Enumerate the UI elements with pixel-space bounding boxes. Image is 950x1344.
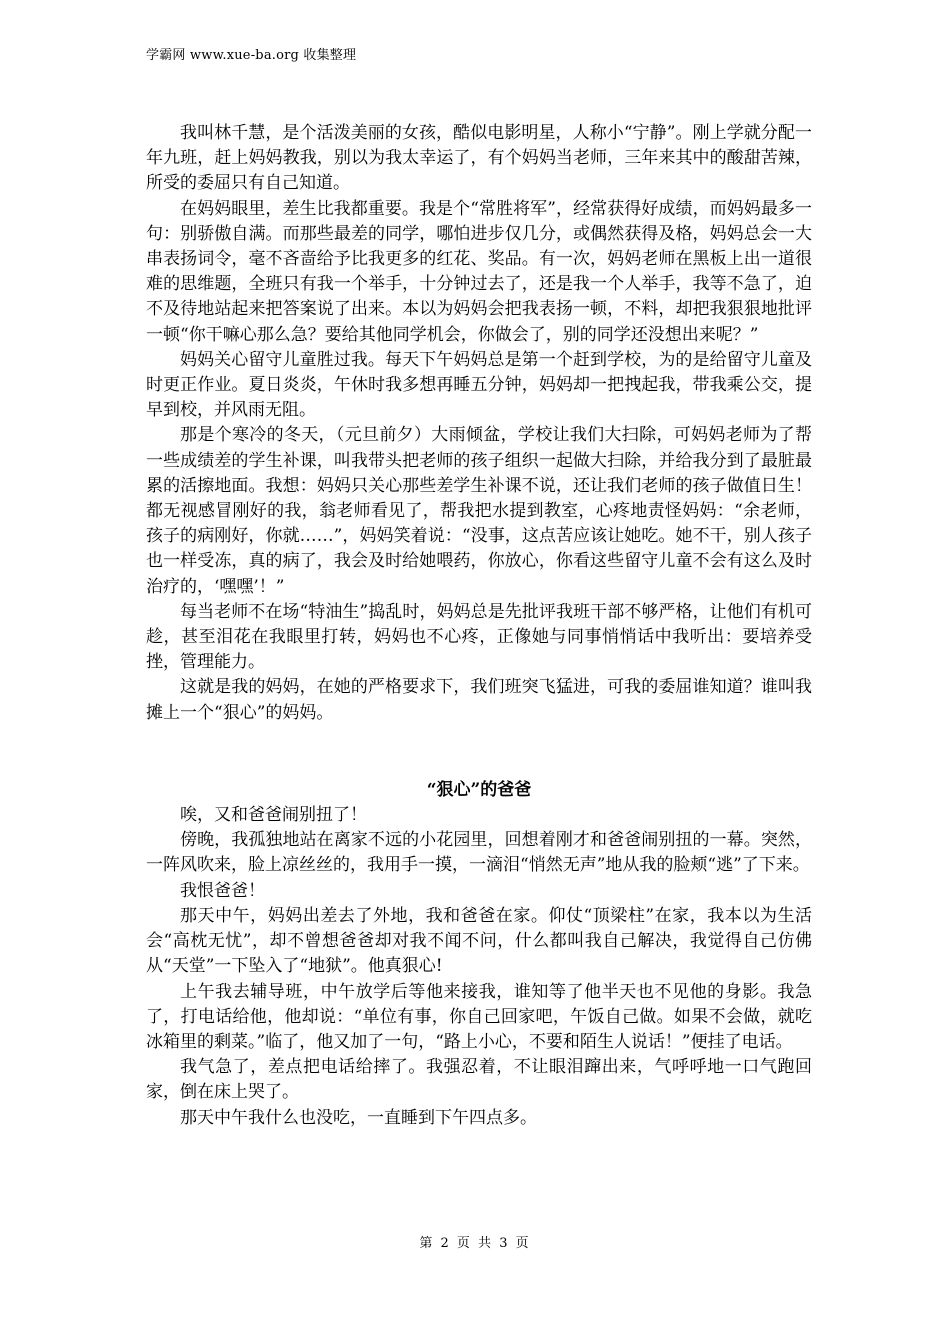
section-title: “狠心”的爸爸 [426,779,532,800]
paragraph: 妈妈关心留守儿童胜过我。每天下午妈妈总是第一个赶到学校，为的是给留守儿童及时更正作业。夏日炎炎，午休时我多想再睡五分钟，妈妈却一把拽起我，带我乘公交，提早到校，并风雨无阻。 [146,349,812,421]
paragraph: 我气急了，差点把电话给摔了。我强忍着，不让眼泪蹿出来，气呼呼地一口气跑回家，倒在床上哭了。 [146,1057,812,1103]
page-header: 学霸网 www.xue-ba.org 收集整理 [146,48,357,63]
paragraph: 唉，又和爸爸闹别扭了！ [180,805,367,826]
paragraph: 那天中午我什么也没吃，一直睡到下午四点多。 [180,1107,537,1128]
paragraph: 上午我去辅导班，中午放学后等他来接我，谁知等了他半天也不见他的身影。我急了，打电话给他，他却说：“单位有事，你自己回家吧，午饭自己做。如果不会做，就吃冰箱里的剩菜。”临了，他又加了一句，“路上小心，不要和陌生人说话！”便挂了电话。 [146,981,812,1052]
page-footer: 第 2 页 共 3 页 [419,1236,531,1251]
paragraph: 我恨爸爸！ [180,880,265,901]
paragraph: 那天中午，妈妈出差去了外地，我和爸爸在家。仰仗“顶梁柱”在家，我本以为生活会“高枕无忧”，却不曾想爸爸却对我不闻不问，什么都叫我自己解决，我觉得自己仿佛从“天堂”一下坠入了“地狱”。他真狠心! [146,905,812,977]
paragraph: 每当老师不在场“特油生”捣乱时，妈妈总是先批评我班干部不够严格，让他们有机可趁，甚至泪花在我眼里打转，妈妈也不心疼，正像她与同事悄悄话中我听出：要培养受挫，管理能力。 [146,601,812,673]
section-spacer [146,726,812,778]
paragraph: 这就是我的妈妈，在她的严格要求下，我们班突飞猛进，可我的委屈谁知道？谁叫我摊上一个“狠心”的妈妈。 [146,677,812,723]
paragraph: 在妈妈眼里，差生比我都重要。我是个“常胜将军”，经常获得好成绩，而妈妈最多一句：别骄傲自满。而那些最差的同学，哪怕进步仅几分，或偶然获得及格，妈妈总会一大串表扬词令，毫不吝啬给予比我更多的红花、奖品。有一次，妈妈老师在黑板上出一道很难的思维题，全班只有我一个举手，十分钟过去了，还是我一个人举手，我等不急了，迫不及待地站起来把答案说了出来。本以为妈妈会把我表扬一顿，不料，却把我狠狠地批评一顿“你干嘛心那么急？要给其他同学机会，你做会了，别的同学还没想出来呢？” [146,198,812,345]
paragraph: 那是个寒冷的冬天，（元旦前夕）大雨倾盆，学校让我们大扫除，可妈妈老师为了帮一些成绩差的学生补课，叫我带头把老师的孩子组织一起做大扫除，并给我分到了最脏最累的活擦地面。我想：妈妈只关心那些差学生补课不说，还让我们老师的孩子做值日生！都无视感冒刚好的我，翁老师看见了，帮我把水提到教室，心疼地责怪妈妈：“余老师，孩子的病刚好，你就……”，妈妈笑着说：“没事，这点苦应该让她吃。她不干，别人孩子也一样受冻，真的病了，我会及时给她喂药，你放心，你看这些留守儿童不会有这么及时治疗的，‘嘿嘿’！” [146,425,812,597]
paragraph: 我叫林千慧，是个活泼美丽的女孩，酷似电影明星，人称小“宁静”。刚上学就分配一年九班，赶上妈妈教我，别以为我太幸运了，有个妈妈当老师，三年来其中的酸甜苦辣，所受的委屈只有自己知道。 [146,123,812,194]
document-body [146,121,812,1131]
paragraph: 傍晚，我孤独地站在离家不远的小花园里，回想着刚才和爸爸闹别扭的一幕。突然，一阵风吹来，脸上凉丝丝的，我用手一摸，一滴泪“悄然无声”地从我的脸颊“逃”了下来。 [146,830,812,876]
